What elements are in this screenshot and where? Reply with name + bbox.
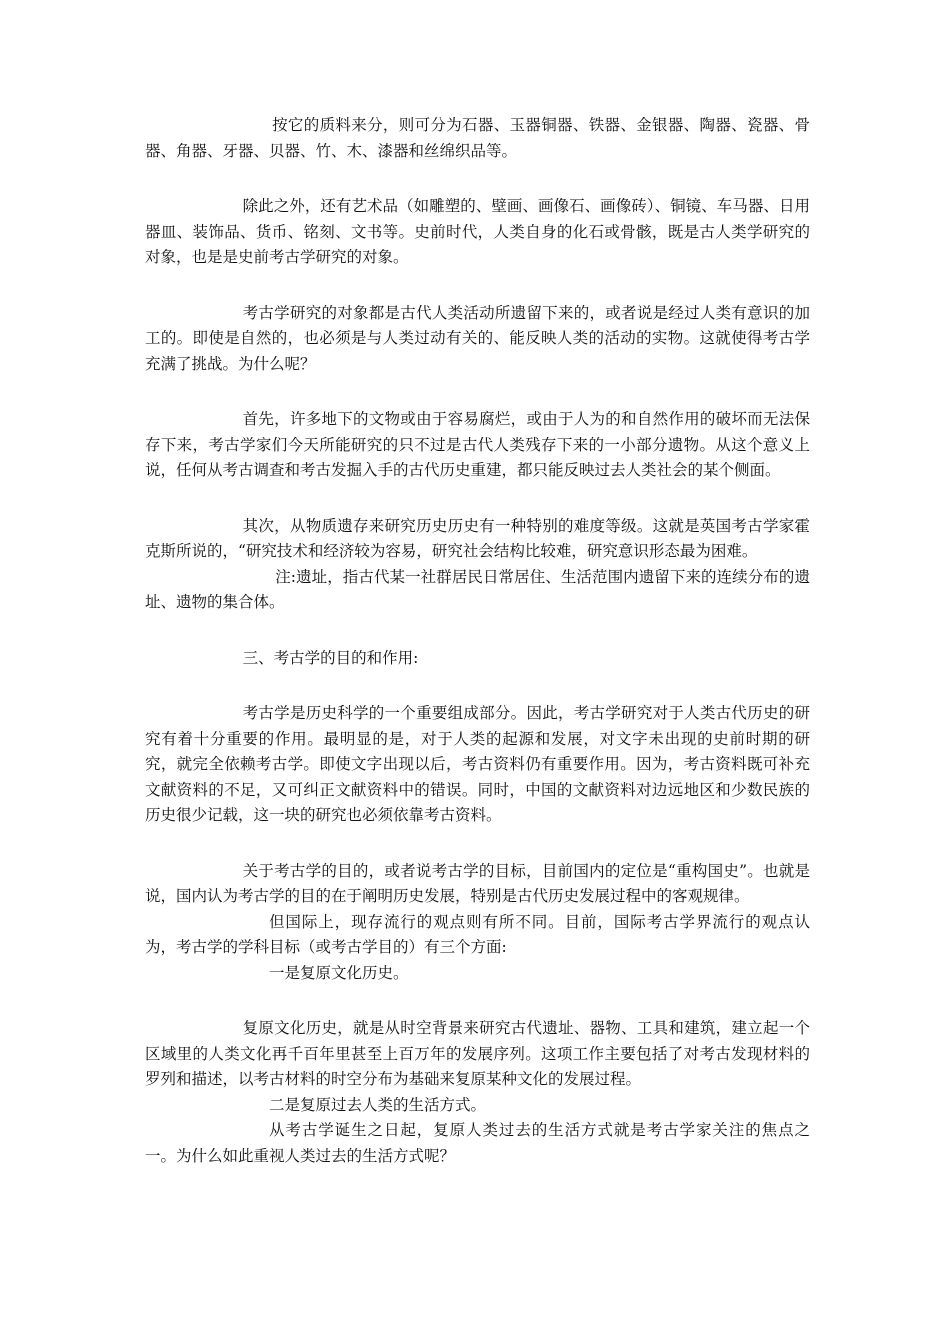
section-heading-purpose: 三、考古学的目的和作用:: [242, 648, 419, 667]
paragraph-importance: 考古学是历史科学的一个重要组成部分。因此，考古学研究对于人类古代历史的研究有着十分重要的作用。最明显的是，对于人类的起源和发展，对文字未出现的史前时期的研究，就完全依赖考古学。即使文字出现以后，考古资料仍有重要作用。因为，考古资料既可补充文献资料的不足，又可纠正文献资料中的错误。同时，中国的文献资料对边远地区和少数民族的历史很少记载，这一块的研究也必须依靠考古资料。: [145, 704, 810, 824]
paragraph-research-objects: 考古学研究的对象都是古代人类活动所遗留下来的，或者说是经过人类有意识的加工的。即使是自然的，也必须是与人类过动有关的、能反映人类的活动的实物。这就使得考古学充满了挑战。为什么呢？: [145, 303, 810, 373]
paragraph-other-objects: 除此之外，还有艺术品（如雕塑的、壁画、画像石、画像砖）、铜镜、车马器、日用器皿、装饰品、货币、铭刻、文书等。史前时代，人类自身的化石或骨骸，既是古人类学研究的对象，也是是史前考古学研究的对象。: [145, 197, 810, 266]
paragraph-site-note: 注:遗址，指古代某一社群居民日常居住、生活范围内遗留下来的连续分布的遗址、遗物的集合体。: [145, 567, 810, 611]
paragraph-second-difficulty: 其次，从物质遗存来研究历史历史有一种特别的难度等级。这就是英国考古学家霍克斯所说的，“研究技术和经济较为容易，研究社会结构比较难，研究意识形态最为困难。: [145, 516, 810, 560]
paragraph-materials: 按它的质料来分，则可分为石器、玉器铜器、铁器、金银器、陶器、瓷器、骨器、角器、牙器、贝器、竹、木、漆器和丝绵织品等。: [145, 116, 810, 160]
paragraph-international-view: 但国际上，现存流行的观点则有所不同。目前，国际考古学界流行的观点认为，考古学的学科目标（或考古学目的）有三个方面:: [145, 912, 810, 956]
paragraph-goal-one: 复原文化历史，就是从时空背景来研究古代遗址、器物、工具和建筑，建立起一个区域里的人类文化再千百年里甚至上百万年的发展序列。这项工作主要包括了对考古发现材料的罗列和描述，以考古材料的时空分布为基础来复原某种文化的发展过程。: [145, 1019, 810, 1088]
goal-two-heading: 二是复原过去人类的生活方式。: [269, 1095, 487, 1114]
paragraph-goal-two: 从考古学诞生之日起，复原人类过去的生活方式就是考古学家关注的焦点之一。为什么如此重视人类过去的生活方式呢？: [145, 1121, 810, 1165]
document-page: [145, 113, 810, 1169]
paragraph-domestic-goal: 关于考古学的目的，或者说考古学的目标，目前国内的定位是“重构国史”。也就是说，国内认为考古学的目的在于阐明历史发展，特别是古代历史发展过程中的客观规律。: [145, 861, 810, 905]
goal-one-heading: 一是复原文化历史。: [269, 963, 409, 982]
paragraph-first-difficulty: 首先，许多地下的文物或由于容易腐烂，或由于人为的和自然作用的破坏而无法保存下来，考古学家们今天所能研究的只不过是古代人类残存下来的一小部分遗物。从这个意义上说，任何从考古调查和考古发掘入手的古代历史重建，都只能反映过去人类社会的某个侧面。: [145, 410, 810, 479]
